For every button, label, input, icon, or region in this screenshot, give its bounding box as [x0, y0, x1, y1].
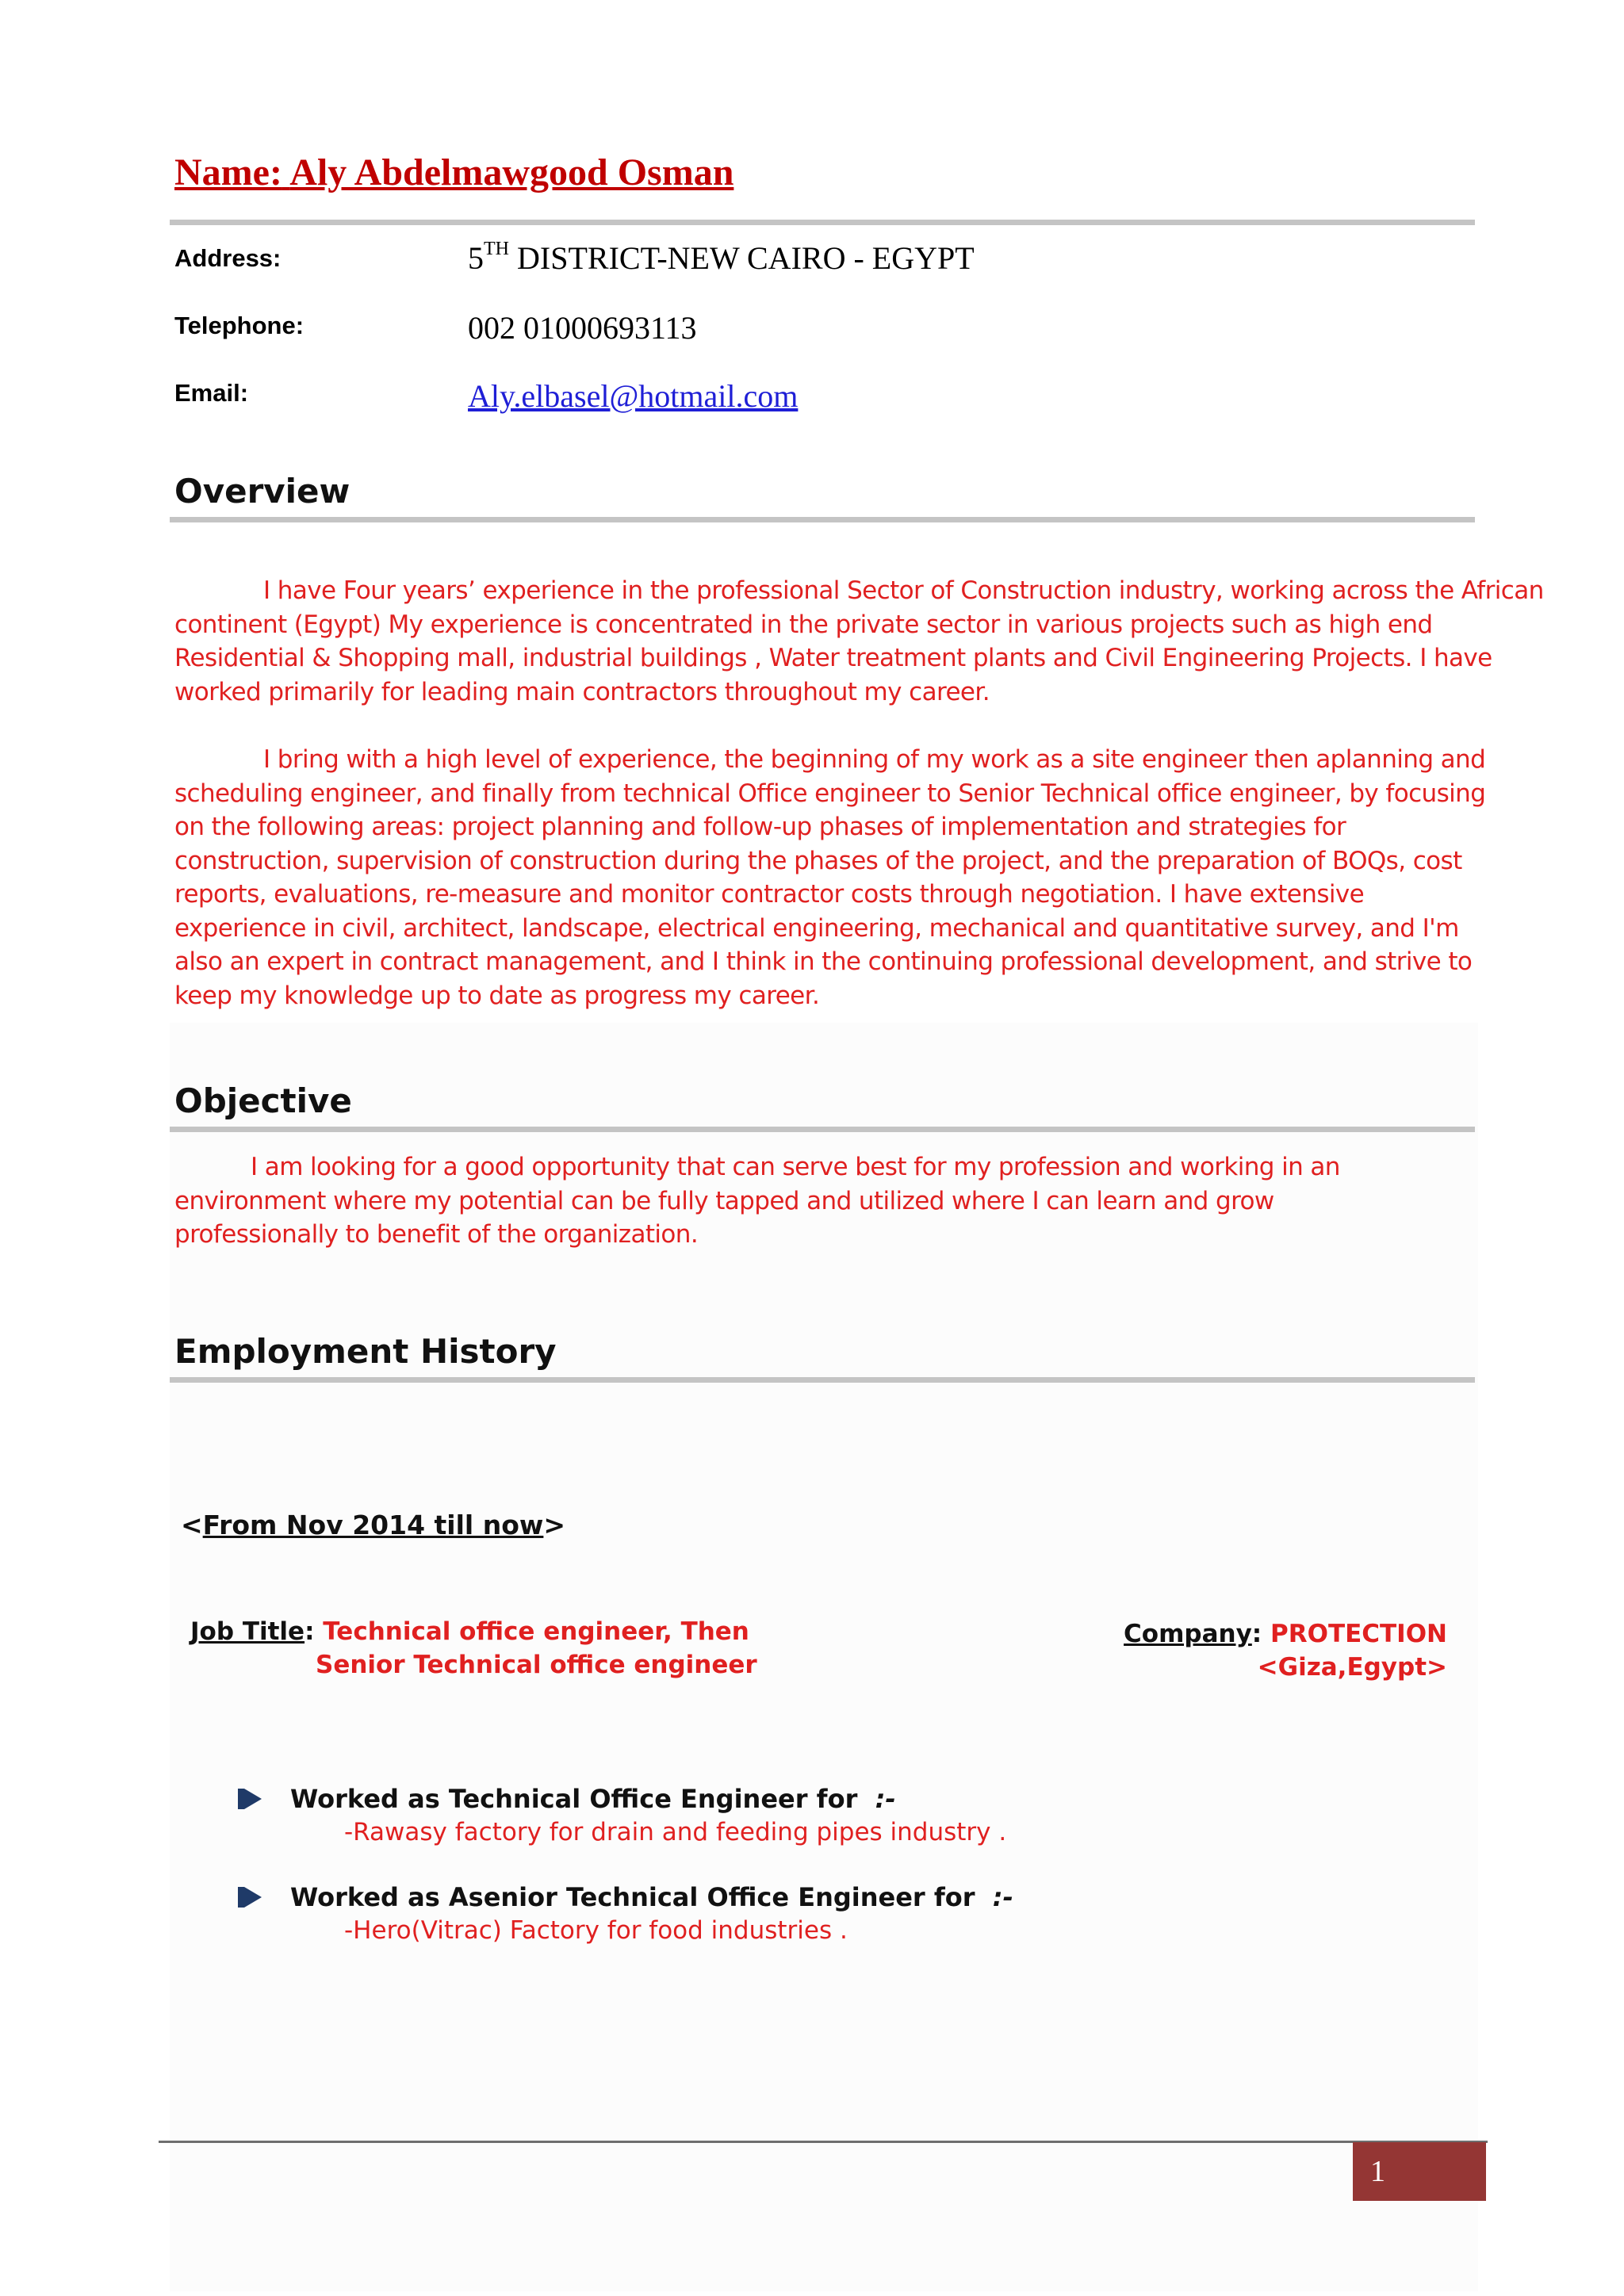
header-divider	[170, 220, 1475, 225]
employment-divider	[170, 1377, 1475, 1383]
overview-p2-line-8: keep my knowledge up to date as progress my career.	[174, 981, 820, 1010]
job-title-row	[190, 1617, 749, 1646]
email-link[interactable]: Aly.elbasel@hotmail.com	[468, 378, 799, 414]
period-close-bracket: >	[543, 1510, 566, 1540]
company-location: <Giza,Egypt>	[1257, 1653, 1447, 1682]
bullet-arrow-icon	[238, 1887, 262, 1908]
period-text: From Nov 2014 till now	[202, 1510, 544, 1540]
job-title-line-2: Senior Technical office engineer	[316, 1651, 757, 1679]
overview-p2-line-2: scheduling engineer, and finally from technical Office engineer to Senior Technical office engineer, by focusing	[174, 779, 1486, 808]
overview-p1-line-2: continent (Egypt) My experience is concentrated in the private sector in various projects such as high end	[174, 610, 1433, 639]
bullet-arrow-icon	[238, 1789, 262, 1809]
telephone-value: 002 01000693113	[468, 310, 697, 346]
overview-p1-line-4: worked primarily for leading main contractors throughout my career.	[174, 677, 990, 706]
overview-p2-line-3: on the following areas: project planning and follow-up phases of implementation and strategies for	[174, 813, 1346, 841]
objective-divider	[170, 1127, 1475, 1132]
name-label: Name:	[174, 151, 282, 193]
objective-paragraph	[174, 1150, 1586, 1252]
job-title-line-1: Technical office engineer, Then	[323, 1617, 749, 1646]
bullet-2-text: Worked as Asenior Technical Office Engineer for	[290, 1882, 975, 1912]
bullet-title-2	[290, 1882, 1013, 1912]
telephone-label: Telephone:	[174, 312, 304, 339]
bullet-1-suffix: :-	[875, 1784, 896, 1814]
bullet-detail-1: -Rawasy factory for drain and feeding pipes industry .	[344, 1818, 1007, 1846]
bullet-title-1	[290, 1784, 896, 1814]
company-colon: :	[1251, 1620, 1262, 1648]
overview-paragraph-1	[174, 574, 1586, 709]
overview-p2-line-7: also an expert in contract management, and I think in the continuing professional development, and strive to	[174, 947, 1473, 976]
overview-p1-line-3: Residential & Shopping mall, industrial buildings , Water treatment plants and Civil Engineering Projects. I have	[174, 644, 1492, 672]
address-label: Address:	[174, 244, 282, 272]
page-number-badge: 1	[1353, 2142, 1486, 2201]
job-title-label: Job Title	[190, 1617, 305, 1646]
address-superscript: TH	[484, 238, 509, 259]
objective-heading: Objective	[174, 1081, 352, 1120]
email-label: Email:	[174, 379, 249, 407]
employment-period	[181, 1510, 565, 1540]
overview-p2-line-5: reports, evaluations, re-measure and monitor contractor costs through negotiation. I have extensive	[174, 880, 1365, 909]
bullet-2-suffix: :-	[992, 1882, 1013, 1912]
footer-divider	[159, 2141, 1488, 2143]
company-block	[1124, 1617, 1447, 1684]
company-name: PROTECTION	[1270, 1620, 1447, 1648]
overview-heading: Overview	[174, 472, 350, 511]
overview-p2-line-4: construction, supervision of construction during the phases of the project, and the preparation of BOQs, cost	[174, 846, 1462, 875]
period-open-bracket: <	[181, 1510, 203, 1540]
objective-line-3: professionally to benefit of the organization.	[174, 1220, 699, 1249]
name-value: Aly Abdelmawgood Osman	[289, 151, 734, 193]
job-title-colon: :	[304, 1617, 315, 1646]
address-number: 5	[468, 240, 484, 276]
bullet-1-text: Worked as Technical Office Engineer for	[290, 1784, 858, 1814]
address-value	[468, 239, 975, 277]
objective-line-1: I am looking for a good opportunity that can serve best for my profession and working in an	[251, 1153, 1340, 1181]
overview-p2-line-1: I bring with a high level of experience, the beginning of my work as a site engineer then aplanning and	[263, 745, 1486, 774]
address-text: DISTRICT-NEW CAIRO - EGYPT	[509, 240, 975, 276]
company-label: Company	[1124, 1620, 1252, 1648]
candidate-name	[174, 151, 733, 194]
overview-p2-line-6: experience in civil, architect, landscape, electrical engineering, mechanical and quantitative survey, and I'm	[174, 913, 1459, 943]
employment-heading: Employment History	[174, 1332, 557, 1371]
overview-divider	[170, 517, 1475, 522]
bullet-detail-2: -Hero(Vitrac) Factory for food industries .	[344, 1916, 848, 1945]
objective-line-2: environment where my potential can be fully tapped and utilized where I can learn and grow	[174, 1186, 1274, 1215]
overview-p1-line-1: I have Four years’ experience in the professional Sector of Construction industry, working across the African	[263, 576, 1544, 605]
company-row	[1124, 1617, 1447, 1651]
overview-paragraph-2	[174, 743, 1586, 1012]
